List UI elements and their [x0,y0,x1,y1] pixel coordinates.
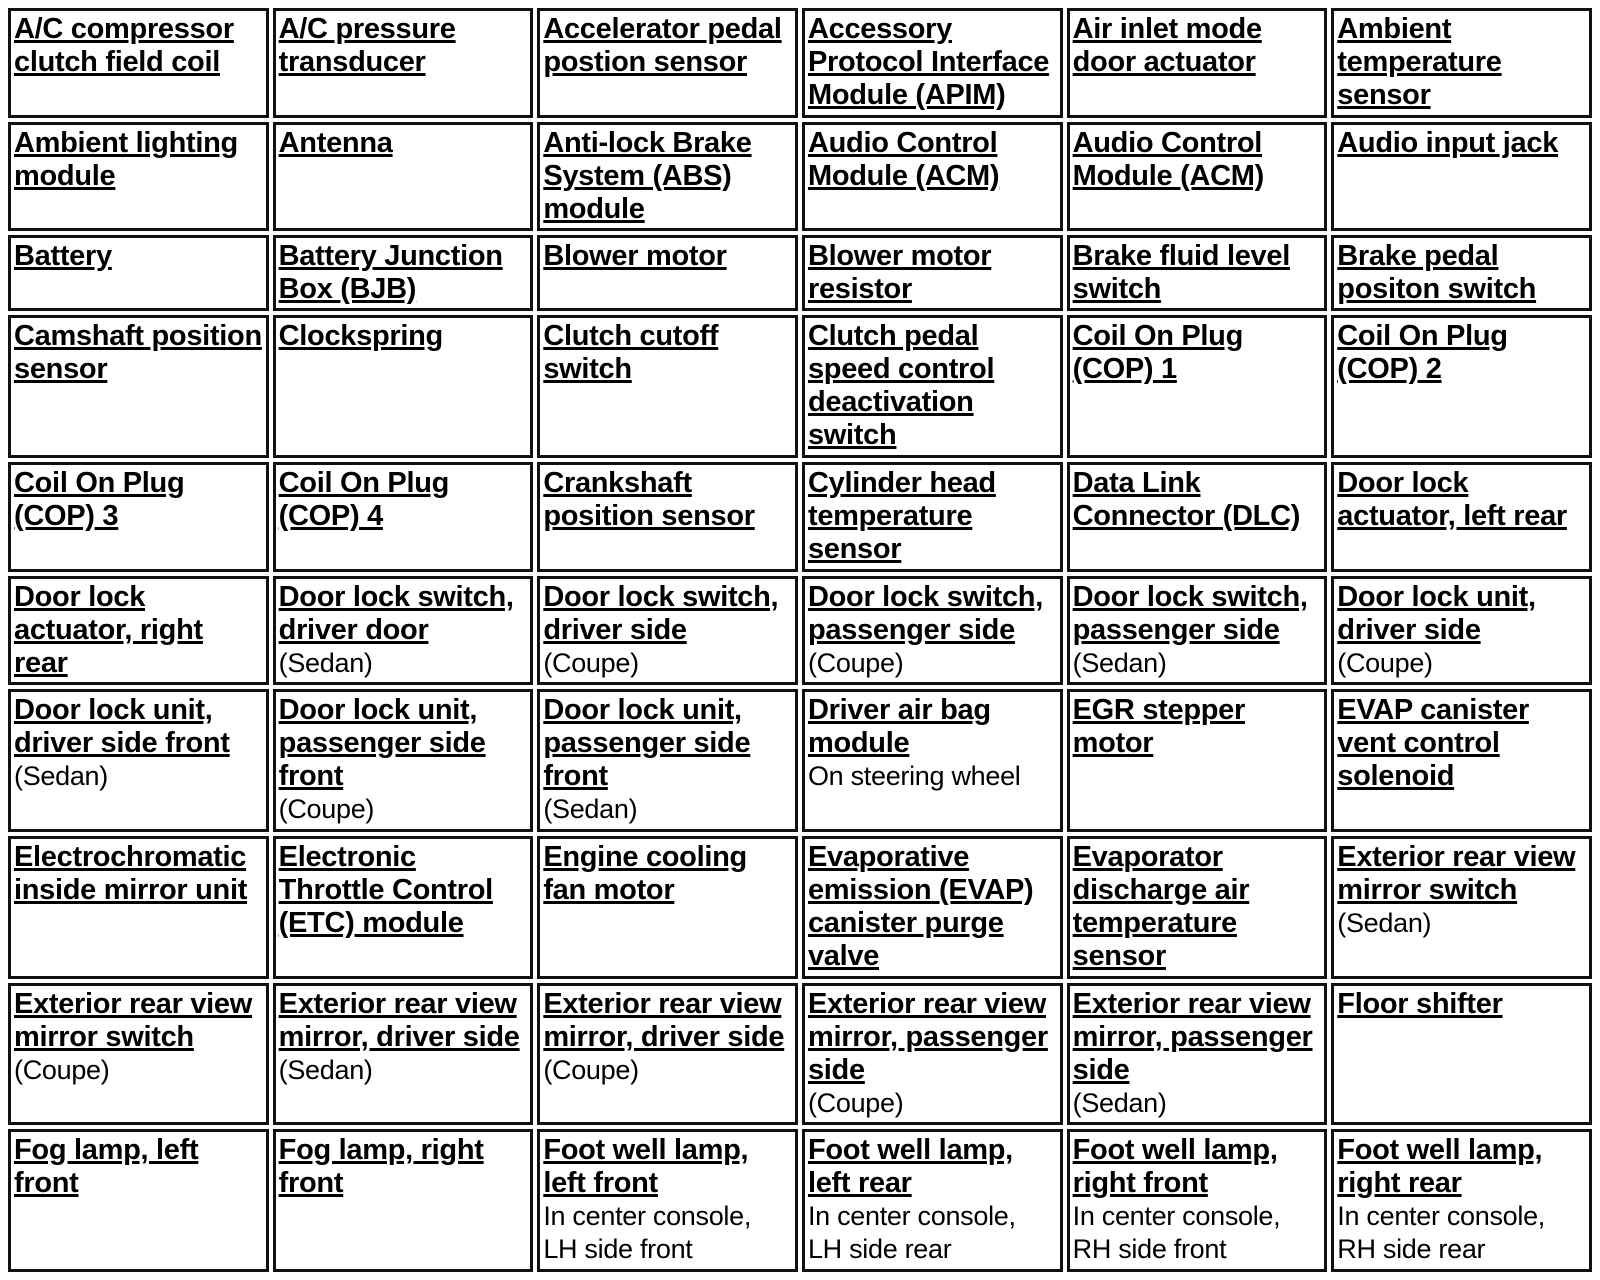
component-link[interactable]: Foot well lamp, right front [1072,1134,1278,1200]
component-link[interactable]: Door lock unit, driver side [1337,580,1536,646]
component-location-note: On steering wheel [807,761,1021,792]
component-cell [537,8,798,118]
table-row [8,122,1592,232]
component-link[interactable]: Crankshaft position sensor [543,467,755,533]
component-link[interactable]: A/C compressor clutch field coil [14,13,234,78]
component-cell [537,315,798,458]
component-cell [802,1129,1063,1272]
component-link[interactable]: Foot well lamp, left rear [807,1134,1013,1200]
component-cell [1331,983,1592,1126]
component-link[interactable]: EGR stepper motor [1072,694,1245,760]
component-link[interactable]: Data Link Connector (DLC) [1072,467,1301,533]
component-link[interactable]: Ambient lighting module [14,126,238,192]
component-location-note: (Coupe) [14,1054,110,1085]
component-cell [273,462,534,572]
table-row [8,235,1592,311]
component-location-note: (Sedan) [278,1054,373,1085]
component-cell [8,689,269,832]
component-link[interactable]: Battery Junction Box (BJB) [278,240,503,306]
component-location-note: (Sedan) [1072,647,1167,678]
component-link[interactable]: Door lock switch, passenger side [807,580,1043,646]
component-cell [1067,983,1328,1126]
component-link[interactable]: Clockspring [278,320,443,353]
component-cell [273,836,534,979]
component-link[interactable]: Coil On Plug (COP) 3 [14,467,185,533]
component-link[interactable]: Electrochromatic inside mirror unit [14,840,248,906]
component-cell [8,315,269,458]
component-link[interactable]: A/C pressure transducer [278,13,456,78]
component-location-note: (Coupe) [543,647,639,678]
component-link[interactable]: Evaporator discharge air temperature sensor [1072,840,1250,972]
component-location-note: (Coupe) [807,1087,904,1118]
component-cell [1067,576,1328,686]
component-cell [802,122,1063,232]
component-cell [273,1129,534,1272]
component-cell [1067,235,1328,311]
component-link[interactable]: Exterior rear view mirror, passenger side [1072,987,1313,1086]
component-cell [1331,689,1592,832]
component-cell [1067,315,1328,458]
component-link[interactable]: Door lock actuator, left rear [1337,467,1567,533]
component-location-note: (Sedan) [278,647,373,678]
table-row [8,1129,1592,1272]
component-link[interactable]: Electronic Throttle Control (ETC) module [278,840,493,939]
table-row [8,315,1592,458]
component-location-note: (Coupe) [807,647,904,678]
component-link[interactable]: Door lock unit, passenger side front [543,694,751,793]
component-link[interactable]: Audio Control Module (ACM) [1072,126,1264,192]
component-link[interactable]: Ambient temperature sensor [1337,13,1502,111]
component-cell [1331,836,1592,979]
component-link[interactable]: Coil On Plug (COP) 2 [1337,320,1508,386]
component-link[interactable]: Exterior rear view mirror switch [14,987,253,1053]
component-location-note: In center console, LH side front [543,1201,752,1265]
component-link[interactable]: EVAP canister vent control solenoid [1337,694,1529,793]
component-link[interactable]: Engine cooling fan motor [543,840,747,906]
component-cell [273,576,534,686]
component-link[interactable]: Camshaft position sensor [14,320,262,386]
component-cell [273,235,534,311]
component-cell [8,462,269,572]
component-cell [537,235,798,311]
component-link[interactable]: Door lock unit, passenger side front [278,694,486,793]
component-locator-grid [4,4,1596,1276]
component-link[interactable]: Door lock switch, passenger side [1072,580,1308,646]
component-cell [1067,1129,1328,1272]
component-cell [537,462,798,572]
table-row [8,689,1592,832]
component-cell [273,315,534,458]
component-cell [537,1129,798,1272]
component-link[interactable]: Driver air bag module [807,694,991,760]
component-cell [1331,8,1592,118]
component-cell [8,1129,269,1272]
component-link[interactable]: Coil On Plug (COP) 1 [1072,320,1244,386]
component-link[interactable]: Antenna [278,126,393,159]
component-link[interactable]: Fog lamp, right front [278,1134,484,1200]
component-location-note: (Sedan) [543,794,638,825]
component-cell [802,8,1063,118]
component-cell [8,836,269,979]
component-link[interactable]: Exterior rear view mirror, driver side [278,987,520,1053]
component-link[interactable]: Foot well lamp, left front [543,1134,749,1200]
component-cell [802,235,1063,311]
component-cell [8,235,269,311]
component-cell [802,836,1063,979]
component-link[interactable]: Exterior rear view mirror switch [1337,840,1576,906]
component-cell [537,983,798,1126]
table-row [8,462,1592,572]
component-link[interactable]: Door lock switch, driver door [278,580,514,646]
component-link[interactable]: Door lock unit, driver side front [14,694,230,760]
component-cell [537,122,798,232]
component-location-note: (Sedan) [14,761,108,792]
component-link[interactable]: Clutch pedal speed control deactivation switch [807,320,995,452]
component-link[interactable]: Audio input jack [1337,126,1559,159]
component-cell [273,122,534,232]
component-cell [1067,122,1328,232]
component-link[interactable]: Floor shifter [1337,987,1503,1020]
component-link[interactable]: Brake fluid level switch [1072,240,1290,306]
component-cell [802,983,1063,1126]
component-cell [1331,1129,1592,1272]
component-cell [802,576,1063,686]
component-cell [802,689,1063,832]
component-link[interactable]: Exterior rear view mirror, driver side [543,987,785,1053]
component-location-note: (Coupe) [543,1054,639,1085]
component-cell [1331,235,1592,311]
component-link[interactable]: Brake pedal positon switch [1337,240,1537,306]
component-link[interactable]: Audio Control Module (ACM) [807,126,1000,192]
component-link[interactable]: Door lock switch, driver side [543,580,779,646]
table-row [8,983,1592,1126]
component-location-note: (Sedan) [1072,1087,1167,1118]
component-cell [273,8,534,118]
component-cell [1331,122,1592,232]
component-location-note: In center console, LH side rear [807,1201,1016,1265]
component-cell [1331,462,1592,572]
component-link[interactable]: Accelerator pedal postion sensor [543,13,782,78]
component-cell [1067,462,1328,572]
component-cell [537,689,798,832]
component-cell [1067,836,1328,979]
component-link[interactable]: Blower motor resistor [807,240,992,306]
component-location-note: (Sedan) [1337,907,1432,938]
grid-body [8,8,1592,1272]
component-location-note: (Coupe) [278,794,375,825]
component-link[interactable]: Fog lamp, left front [14,1134,199,1200]
component-cell [8,8,269,118]
component-cell [1331,315,1592,458]
component-cell [1067,8,1328,118]
component-link[interactable]: Battery [14,240,112,273]
component-link[interactable]: Clutch cutoff switch [543,320,719,386]
component-link[interactable]: Door lock actuator, right rear [14,580,203,679]
component-link[interactable]: Air inlet mode door actuator [1072,13,1262,78]
component-link[interactable]: Evaporative emission (EVAP) canister purge valve [807,840,1034,972]
component-cell [1067,689,1328,832]
component-cell [8,983,269,1126]
table-row [8,836,1592,979]
component-cell [802,315,1063,458]
component-cell [802,462,1063,572]
component-cell [1331,576,1592,686]
component-cell [537,576,798,686]
component-location-note: In center console, RH side front [1072,1201,1281,1265]
table-row [8,576,1592,686]
component-link[interactable]: Coil On Plug (COP) 4 [278,467,450,533]
component-cell [273,983,534,1126]
component-link[interactable]: Cylinder head temperature sensor [807,467,996,566]
component-location-note: In center console, RH side rear [1337,1201,1546,1265]
component-link[interactable]: Blower motor [543,240,727,273]
component-location-note: (Coupe) [1337,647,1433,678]
component-cell [8,122,269,232]
component-link[interactable]: Exterior rear view mirror, passenger side [807,987,1048,1086]
component-link[interactable]: Foot well lamp, right rear [1337,1134,1543,1200]
component-link[interactable]: Anti-lock Brake System (ABS) module [543,126,752,225]
component-cell [8,576,269,686]
component-link[interactable]: Accessory Protocol Interface Module (APIM) [807,13,1050,111]
component-cell [273,689,534,832]
component-cell [537,836,798,979]
table-row [8,8,1592,118]
